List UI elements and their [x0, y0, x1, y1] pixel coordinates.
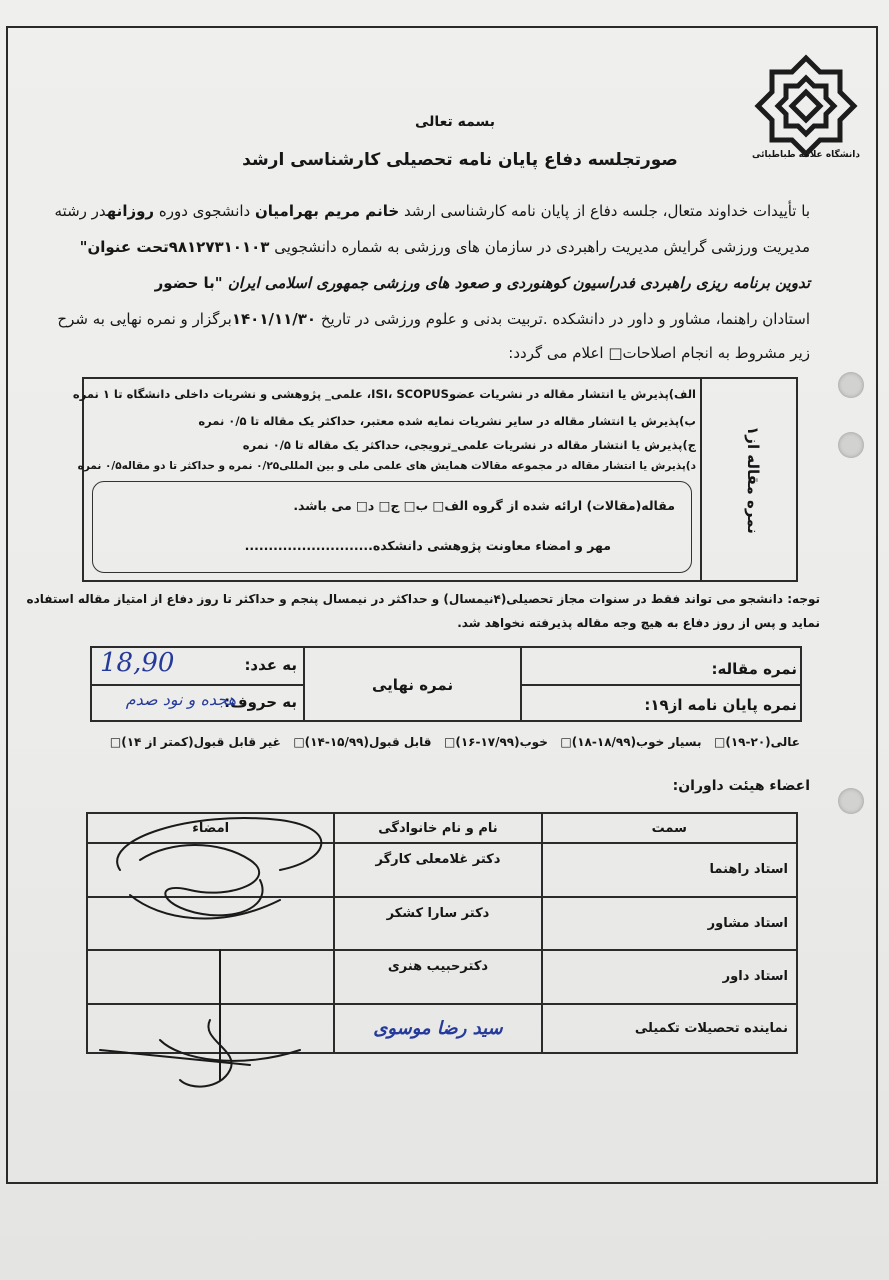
punch-hole-mid [838, 432, 864, 458]
scale-acceptable: قابل قبول(۱۵/۹۹-۱۴)□ [293, 735, 432, 749]
body-line-1 [54, 202, 810, 220]
role-cell: استاد راهنما [542, 843, 797, 897]
article-item-b: ب)پذیرش یا انتشار مقاله در سایر نشریات نمایه شده معتبر، حداکثر یک مقاله تا ۰/۵ نمره [198, 414, 696, 428]
scale-excellent: عالی(۲۰-۱۹)□ [714, 735, 800, 749]
role-cell: استاد مشاور [542, 897, 797, 951]
score-digits-label: به عدد: [244, 656, 297, 674]
article-side-label: نمره مقاله از۱ [744, 426, 763, 534]
grade-scale [88, 735, 800, 749]
name-cell: دکترحبیب هنری [334, 950, 541, 1004]
name-cell: دکتر سارا کشکر [334, 897, 541, 951]
score-words-label: به حروف: [224, 693, 297, 711]
line1-mid: دانشجوی دوره [158, 202, 251, 220]
student-number: ۹۸۱۲۷۳۱۰۱۰۳ [168, 238, 270, 256]
body-line-2 [70, 238, 810, 256]
rep-name-handwritten: سید رضا موسوی [373, 1017, 503, 1039]
course-type: روزانه [106, 202, 155, 220]
body-line-3 [70, 274, 810, 292]
article-item-d: د)پذیرش یا انتشار مقاله در مجموعه مقالات همایش های علمی ملی و بین المللی۰/۲۵ نمره و حداکثر تا دو مقاله۰/۵ نمره [77, 460, 696, 472]
line4-post: برگزار و نمره نهایی به شرح [57, 310, 232, 328]
article-group-box [92, 481, 692, 573]
page-title: صورتجلسه دفاع پایان نامه تحصیلی کارشناسی ارشد [242, 150, 678, 170]
university-name: دانشگاه علامه طباطبائی [752, 150, 860, 160]
jury-header-row [87, 813, 797, 843]
header-name: نام و نام خانوادگی [334, 813, 541, 843]
thesis-title: تدوین برنامه ریزی راهبردی فدراسیون کوهنوردی و صعود های ورزشی جمهوری اسلامی ایران [227, 274, 810, 292]
final-score-label: نمره نهایی [372, 676, 454, 694]
punch-hole-low [838, 788, 864, 814]
defense-date: ۱۴۰۱/۱۱/۳۰ [231, 310, 317, 328]
student-name: خانم مریم بهرامیان [255, 202, 400, 220]
grade-divider-h2 [90, 684, 303, 686]
jury-title: اعضاء هیئت داوران: [672, 778, 810, 794]
jury-row-supervisor [87, 843, 797, 897]
basmala: بسمه تعالی [414, 114, 496, 130]
line1-post: در رشته [54, 202, 107, 220]
score-words-handwritten: هجده و نود صدم [125, 690, 236, 709]
score-digits-handwritten: 18,90 [100, 648, 175, 678]
signature-cell [87, 1004, 334, 1053]
line3-post: "با حضور [154, 274, 223, 292]
role-cell: استاد داور [542, 950, 797, 1004]
scale-good: خوب(۱۷/۹۹-۱۶)□ [443, 735, 548, 749]
scale-fail: غیر قابل قبول(کمتر از ۱۴)□ [109, 735, 281, 749]
line1-text: با تأییدات خداوند متعال، جلسه دفاع از پایان نامه کارشناسی ارشد [403, 202, 810, 220]
body-line-4 [57, 310, 810, 328]
note-line-1: توجه: دانشجو می تواند فقط در سنوات مجاز تحصیلی(۴نیمسال) و حداکثر در نیمسال پنجم و حداکثر تا روز دفاع از امتیاز مقاله استفاده [26, 592, 820, 606]
header-sign: امضاء [87, 813, 334, 843]
name-cell-handwritten [334, 1004, 541, 1053]
note-line-2: نماید و پس از روز دفاع به هیچ وجه مقاله پذیرفته نخواهد شد. [457, 616, 820, 630]
body-line-5: زیر مشروط به انجام اصلاحات□ اعلام می گردد: [508, 344, 810, 362]
punch-hole-top [838, 372, 864, 398]
name-cell: دکتر غلامعلی کارگر [334, 843, 541, 897]
article-box-divider [700, 377, 702, 582]
jury-row-referee [87, 950, 797, 1004]
university-logo [748, 52, 864, 164]
header-role: سمت [542, 813, 797, 843]
jury-row-graduate-rep [87, 1004, 797, 1053]
jury-table [86, 812, 798, 1054]
article-group-line: مقاله(مقالات) ارائه شده از گروه الف□ ب□ ج□ د□ می باشد. [293, 498, 675, 513]
jury-row-advisor [87, 897, 797, 951]
role-cell: نماینده تحصیلات تکمیلی [542, 1004, 797, 1053]
line4-text: استادان راهنما، مشاور و داور در دانشکده .تربیت بدنی و علوم ورزشی در تاریخ [320, 310, 810, 328]
signature-cell [87, 897, 334, 951]
line2-text: مدیریت ورزشی گرایش مدیریت راهبردی در سازمان های ورزشی به شماره دانشجویی [274, 238, 810, 256]
line2-post: تحت عنوان" [79, 238, 169, 256]
article-item-a: الف)پذیرش یا انتشار مقاله در نشریات عضوISI، SCOPUS، علمی_ پژوهشی و نشریات داخلی دانشگاه تا ۱ نمره [72, 387, 696, 401]
article-score-label: نمره مقاله: [711, 660, 797, 678]
article-item-c: ج)پذیرش یا انتشار مقاله در نشریات علمی_ترویجی، حداکثر یک مقاله تا ۰/۵ نمره [242, 438, 696, 452]
grade-divider-h [520, 684, 802, 686]
research-deputy-sign-line: مهر و امضاء معاونت پژوهشی دانشکده........................... [244, 538, 611, 553]
signature-cell [87, 950, 334, 1004]
scale-very-good: بسیار خوب(۱۸/۹۹-۱۸)□ [560, 735, 702, 749]
signature-cell [87, 843, 334, 897]
thesis-score-label: نمره پایان نامه از۱۹: [644, 696, 797, 714]
grade-divider-1 [303, 646, 305, 722]
